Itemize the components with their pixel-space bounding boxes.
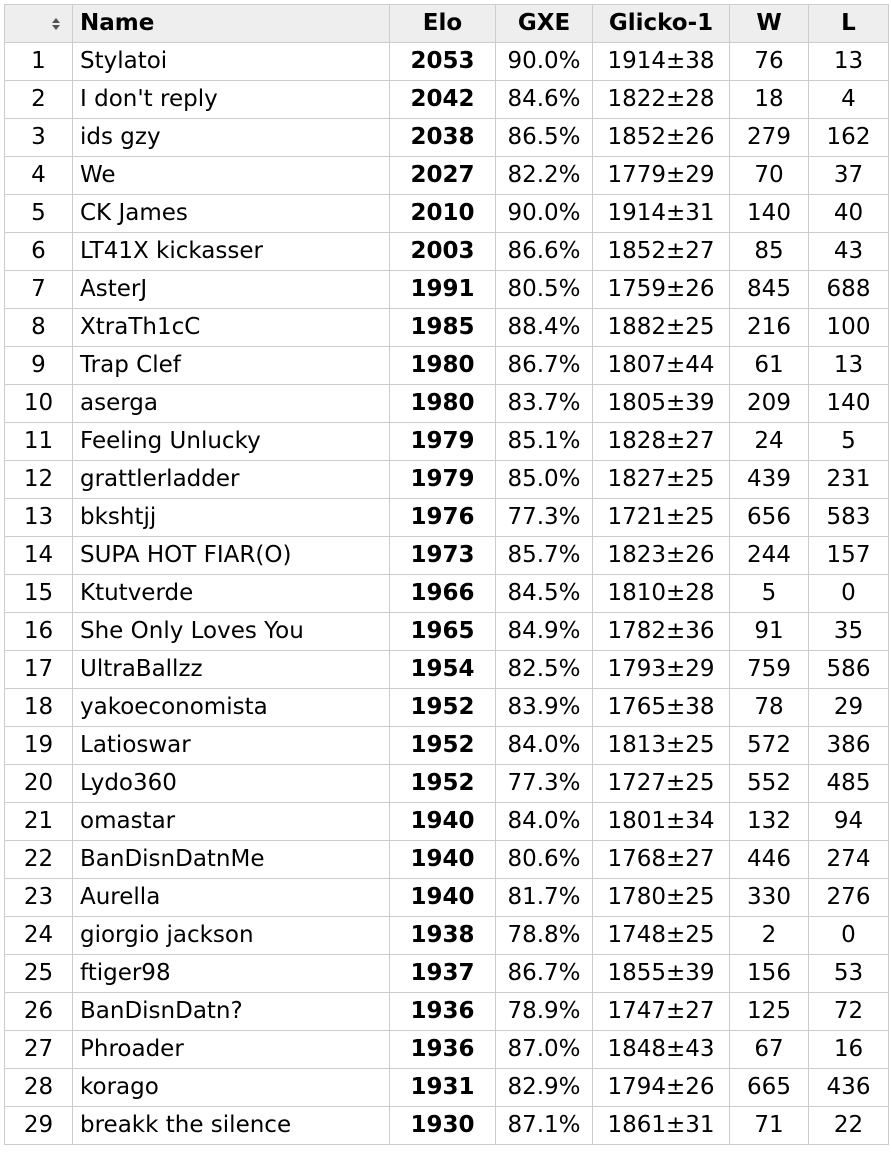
- player-name-cell[interactable]: [73, 157, 390, 195]
- glicko-cell: 1768±27: [593, 841, 730, 879]
- losses-cell: 583: [809, 499, 889, 537]
- glicko-cell: 1827±25: [593, 461, 730, 499]
- wins-cell: 125: [730, 993, 809, 1031]
- glicko-cell: 1807±44: [593, 347, 730, 385]
- player-link[interactable]: Latioswar: [80, 732, 191, 758]
- glicko-cell: 1852±27: [593, 233, 730, 271]
- table-row: [5, 43, 889, 81]
- player-name-cell[interactable]: [73, 499, 390, 537]
- glicko-cell: 1748±25: [593, 917, 730, 955]
- rank-cell: 16: [5, 613, 73, 651]
- table-row: [5, 651, 889, 689]
- glicko-cell: 1810±28: [593, 575, 730, 613]
- header-l[interactable]: L: [809, 5, 889, 43]
- glicko-cell: 1759±26: [593, 271, 730, 309]
- rank-cell: 15: [5, 575, 73, 613]
- player-link[interactable]: Trap Clef: [80, 352, 181, 378]
- player-link[interactable]: SUPA HOT FIAR(O): [80, 542, 292, 568]
- gxe-cell: 77.3%: [496, 499, 593, 537]
- glicko-cell: 1782±36: [593, 613, 730, 651]
- glicko-cell: 1852±26: [593, 119, 730, 157]
- gxe-cell: 85.7%: [496, 537, 593, 575]
- rank-cell: 23: [5, 879, 73, 917]
- wins-cell: 279: [730, 119, 809, 157]
- gxe-cell: 84.5%: [496, 575, 593, 613]
- wins-cell: 76: [730, 43, 809, 81]
- table-row: [5, 1107, 889, 1145]
- table-row: [5, 461, 889, 499]
- losses-cell: 586: [809, 651, 889, 689]
- player-name-cell[interactable]: [73, 81, 390, 119]
- rank-cell: 7: [5, 271, 73, 309]
- table-row: [5, 385, 889, 423]
- gxe-cell: 84.0%: [496, 727, 593, 765]
- glicko-cell: 1794±26: [593, 1069, 730, 1107]
- elo-cell: 2003: [390, 233, 496, 271]
- elo-cell: 1952: [390, 765, 496, 803]
- header-row: [5, 5, 889, 43]
- player-name-cell[interactable]: [73, 689, 390, 727]
- elo-cell: 1954: [390, 651, 496, 689]
- rank-cell: 2: [5, 81, 73, 119]
- rank-cell: 17: [5, 651, 73, 689]
- glicko-cell: 1828±27: [593, 423, 730, 461]
- elo-cell: 2042: [390, 81, 496, 119]
- header-gxe[interactable]: GXE: [496, 5, 593, 43]
- gxe-cell: 86.5%: [496, 119, 593, 157]
- elo-cell: 1980: [390, 347, 496, 385]
- rank-cell: 22: [5, 841, 73, 879]
- losses-cell: 485: [809, 765, 889, 803]
- elo-cell: 1966: [390, 575, 496, 613]
- gxe-cell: 90.0%: [496, 43, 593, 81]
- losses-cell: 157: [809, 537, 889, 575]
- header-rank[interactable]: [5, 5, 73, 43]
- player-name-cell[interactable]: [73, 765, 390, 803]
- player-link[interactable]: yakoeconomista: [80, 694, 268, 720]
- table-row: [5, 347, 889, 385]
- rank-cell: 5: [5, 195, 73, 233]
- player-link[interactable]: breakk the silence: [80, 1112, 292, 1138]
- wins-cell: 132: [730, 803, 809, 841]
- player-name-cell[interactable]: [73, 195, 390, 233]
- glicko-cell: 1793±29: [593, 651, 730, 689]
- table-row: [5, 1031, 889, 1069]
- player-name-cell[interactable]: [73, 347, 390, 385]
- table-row: [5, 499, 889, 537]
- player-name-cell[interactable]: [73, 613, 390, 651]
- player-link[interactable]: CK James: [80, 200, 188, 226]
- gxe-cell: 81.7%: [496, 879, 593, 917]
- player-name-cell[interactable]: [73, 651, 390, 689]
- player-name-cell[interactable]: [73, 1107, 390, 1145]
- gxe-cell: 80.6%: [496, 841, 593, 879]
- table-row: [5, 157, 889, 195]
- player-name-cell[interactable]: [73, 803, 390, 841]
- glicko-cell: 1801±34: [593, 803, 730, 841]
- rank-cell: 3: [5, 119, 73, 157]
- elo-cell: 1936: [390, 993, 496, 1031]
- glicko-cell: 1914±31: [593, 195, 730, 233]
- player-link[interactable]: grattlerladder: [80, 466, 240, 492]
- header-name[interactable]: Name: [73, 5, 390, 43]
- player-link[interactable]: Ktutverde: [80, 580, 194, 606]
- glicko-cell: 1855±39: [593, 955, 730, 993]
- rank-cell: 1: [5, 43, 73, 81]
- wins-cell: 439: [730, 461, 809, 499]
- wins-cell: 244: [730, 537, 809, 575]
- wins-cell: 24: [730, 423, 809, 461]
- rank-cell: 12: [5, 461, 73, 499]
- wins-cell: 665: [730, 1069, 809, 1107]
- player-name-cell[interactable]: [73, 841, 390, 879]
- player-link[interactable]: AsterJ: [80, 276, 148, 302]
- player-name-cell[interactable]: [73, 1031, 390, 1069]
- glicko-cell: 1822±28: [593, 81, 730, 119]
- losses-cell: 72: [809, 993, 889, 1031]
- rank-cell: 9: [5, 347, 73, 385]
- elo-cell: 1940: [390, 841, 496, 879]
- player-link[interactable]: omastar: [80, 808, 176, 834]
- losses-cell: 5: [809, 423, 889, 461]
- elo-cell: 1980: [390, 385, 496, 423]
- wins-cell: 85: [730, 233, 809, 271]
- gxe-cell: 83.7%: [496, 385, 593, 423]
- glicko-cell: 1848±43: [593, 1031, 730, 1069]
- gxe-cell: 86.7%: [496, 347, 593, 385]
- player-link[interactable]: Aurella: [80, 884, 161, 910]
- gxe-cell: 85.0%: [496, 461, 593, 499]
- wins-cell: 572: [730, 727, 809, 765]
- gxe-cell: 84.9%: [496, 613, 593, 651]
- elo-cell: 2010: [390, 195, 496, 233]
- player-name-cell[interactable]: [73, 1069, 390, 1107]
- player-link[interactable]: Phroader: [80, 1036, 184, 1062]
- losses-cell: 94: [809, 803, 889, 841]
- elo-cell: 1930: [390, 1107, 496, 1145]
- rank-cell: 13: [5, 499, 73, 537]
- losses-cell: 53: [809, 955, 889, 993]
- gxe-cell: 88.4%: [496, 309, 593, 347]
- table-row: [5, 537, 889, 575]
- table-row: [5, 309, 889, 347]
- rank-cell: 18: [5, 689, 73, 727]
- rank-cell: 20: [5, 765, 73, 803]
- losses-cell: 274: [809, 841, 889, 879]
- glicko-cell: 1823±26: [593, 537, 730, 575]
- elo-cell: 1936: [390, 1031, 496, 1069]
- player-name-cell[interactable]: [73, 119, 390, 157]
- player-name-cell[interactable]: [73, 879, 390, 917]
- losses-cell: 29: [809, 689, 889, 727]
- table-row: [5, 271, 889, 309]
- glicko-cell: 1813±25: [593, 727, 730, 765]
- rank-cell: 10: [5, 385, 73, 423]
- wins-cell: 71: [730, 1107, 809, 1145]
- player-link[interactable]: We: [80, 162, 116, 188]
- elo-cell: 1937: [390, 955, 496, 993]
- glicko-cell: 1779±29: [593, 157, 730, 195]
- rank-cell: 24: [5, 917, 73, 955]
- player-link[interactable]: LT41X kickasser: [80, 238, 263, 264]
- glicko-cell: 1727±25: [593, 765, 730, 803]
- elo-cell: 1976: [390, 499, 496, 537]
- glicko-cell: 1765±38: [593, 689, 730, 727]
- table-row: [5, 765, 889, 803]
- gxe-cell: 82.2%: [496, 157, 593, 195]
- gxe-cell: 90.0%: [496, 195, 593, 233]
- gxe-cell: 87.1%: [496, 1107, 593, 1145]
- rank-cell: 21: [5, 803, 73, 841]
- losses-cell: 162: [809, 119, 889, 157]
- header-w[interactable]: W: [730, 5, 809, 43]
- losses-cell: 386: [809, 727, 889, 765]
- losses-cell: 0: [809, 575, 889, 613]
- glicko-cell: 1914±38: [593, 43, 730, 81]
- player-name-cell[interactable]: [73, 461, 390, 499]
- wins-cell: 552: [730, 765, 809, 803]
- player-link[interactable]: I don't reply: [80, 86, 218, 112]
- table-row: [5, 423, 889, 461]
- gxe-cell: 86.7%: [496, 955, 593, 993]
- rank-cell: 27: [5, 1031, 73, 1069]
- gxe-cell: 84.0%: [496, 803, 593, 841]
- wins-cell: 78: [730, 689, 809, 727]
- wins-cell: 845: [730, 271, 809, 309]
- losses-cell: 100: [809, 309, 889, 347]
- losses-cell: 276: [809, 879, 889, 917]
- player-name-cell[interactable]: [73, 423, 390, 461]
- wins-cell: 67: [730, 1031, 809, 1069]
- gxe-cell: 78.8%: [496, 917, 593, 955]
- rank-cell: 11: [5, 423, 73, 461]
- table-row: [5, 119, 889, 157]
- elo-cell: 2038: [390, 119, 496, 157]
- wins-cell: 330: [730, 879, 809, 917]
- player-link[interactable]: ids gzy: [80, 124, 161, 150]
- losses-cell: 22: [809, 1107, 889, 1145]
- losses-cell: 16: [809, 1031, 889, 1069]
- player-name-cell[interactable]: [73, 727, 390, 765]
- wins-cell: 209: [730, 385, 809, 423]
- glicko-cell: 1747±27: [593, 993, 730, 1031]
- player-name-cell[interactable]: [73, 309, 390, 347]
- losses-cell: 13: [809, 347, 889, 385]
- gxe-cell: 86.6%: [496, 233, 593, 271]
- losses-cell: 4: [809, 81, 889, 119]
- player-name-cell[interactable]: [73, 271, 390, 309]
- gxe-cell: 87.0%: [496, 1031, 593, 1069]
- player-link[interactable]: BanDisnDatnMe: [80, 846, 265, 872]
- gxe-cell: 80.5%: [496, 271, 593, 309]
- glicko-cell: 1861±31: [593, 1107, 730, 1145]
- table-row: [5, 917, 889, 955]
- player-name-cell[interactable]: [73, 955, 390, 993]
- losses-cell: 140: [809, 385, 889, 423]
- wins-cell: 70: [730, 157, 809, 195]
- player-link[interactable]: aserga: [80, 390, 158, 416]
- glicko-cell: 1780±25: [593, 879, 730, 917]
- rank-cell: 26: [5, 993, 73, 1031]
- table-row: [5, 879, 889, 917]
- elo-cell: 2027: [390, 157, 496, 195]
- player-link[interactable]: BanDisnDatn?: [80, 998, 243, 1024]
- table-row: [5, 803, 889, 841]
- elo-cell: 1931: [390, 1069, 496, 1107]
- elo-cell: 1940: [390, 803, 496, 841]
- wins-cell: 156: [730, 955, 809, 993]
- player-link[interactable]: UltraBallzz: [80, 656, 203, 682]
- losses-cell: 37: [809, 157, 889, 195]
- table-row: [5, 955, 889, 993]
- losses-cell: 43: [809, 233, 889, 271]
- elo-cell: 2053: [390, 43, 496, 81]
- wins-cell: 759: [730, 651, 809, 689]
- rank-cell: 28: [5, 1069, 73, 1107]
- elo-cell: 1979: [390, 461, 496, 499]
- table-row: [5, 727, 889, 765]
- losses-cell: 35: [809, 613, 889, 651]
- wins-cell: 2: [730, 917, 809, 955]
- elo-cell: 1940: [390, 879, 496, 917]
- losses-cell: 0: [809, 917, 889, 955]
- player-name-cell[interactable]: [73, 537, 390, 575]
- rank-cell: 25: [5, 955, 73, 993]
- player-link[interactable]: Stylatoi: [80, 48, 168, 74]
- wins-cell: 5: [730, 575, 809, 613]
- player-name-cell[interactable]: [73, 917, 390, 955]
- rank-cell: 19: [5, 727, 73, 765]
- elo-cell: 1965: [390, 613, 496, 651]
- elo-cell: 1952: [390, 727, 496, 765]
- player-name-cell[interactable]: [73, 233, 390, 271]
- player-link[interactable]: ftiger98: [80, 960, 171, 986]
- table-row: [5, 81, 889, 119]
- player-link[interactable]: bkshtjj: [80, 504, 157, 530]
- gxe-cell: 78.9%: [496, 993, 593, 1031]
- table-row: [5, 575, 889, 613]
- player-link[interactable]: Lydo360: [80, 770, 177, 796]
- ladder-body: [5, 43, 889, 1145]
- wins-cell: 446: [730, 841, 809, 879]
- losses-cell: 436: [809, 1069, 889, 1107]
- elo-cell: 1952: [390, 689, 496, 727]
- glicko-cell: 1721±25: [593, 499, 730, 537]
- wins-cell: 91: [730, 613, 809, 651]
- header-elo[interactable]: Elo: [390, 5, 496, 43]
- header-glicko[interactable]: Glicko-1: [593, 5, 730, 43]
- glicko-cell: 1805±39: [593, 385, 730, 423]
- player-link[interactable]: korago: [80, 1074, 159, 1100]
- player-name-cell[interactable]: [73, 43, 390, 81]
- player-name-cell[interactable]: [73, 993, 390, 1031]
- gxe-cell: 82.5%: [496, 651, 593, 689]
- table-row: [5, 1069, 889, 1107]
- player-link[interactable]: She Only Loves You: [80, 618, 304, 644]
- elo-cell: 1979: [390, 423, 496, 461]
- rank-cell: 6: [5, 233, 73, 271]
- table-row: [5, 993, 889, 1031]
- rank-cell: 4: [5, 157, 73, 195]
- gxe-cell: 82.9%: [496, 1069, 593, 1107]
- table-row: [5, 195, 889, 233]
- losses-cell: 231: [809, 461, 889, 499]
- gxe-cell: 84.6%: [496, 81, 593, 119]
- elo-cell: 1991: [390, 271, 496, 309]
- gxe-cell: 83.9%: [496, 689, 593, 727]
- gxe-cell: 77.3%: [496, 765, 593, 803]
- rank-cell: 8: [5, 309, 73, 347]
- ladder-table: [4, 4, 889, 1145]
- wins-cell: 140: [730, 195, 809, 233]
- elo-cell: 1938: [390, 917, 496, 955]
- sort-updown-icon[interactable]: [50, 16, 62, 32]
- glicko-cell: 1882±25: [593, 309, 730, 347]
- gxe-cell: 85.1%: [496, 423, 593, 461]
- wins-cell: 656: [730, 499, 809, 537]
- wins-cell: 216: [730, 309, 809, 347]
- player-link[interactable]: Feeling Unlucky: [80, 428, 261, 454]
- table-row: [5, 841, 889, 879]
- player-link[interactable]: giorgio jackson: [80, 922, 254, 948]
- losses-cell: 40: [809, 195, 889, 233]
- player-name-cell[interactable]: [73, 385, 390, 423]
- table-row: [5, 613, 889, 651]
- player-link[interactable]: XtraTh1cC: [80, 314, 201, 340]
- wins-cell: 18: [730, 81, 809, 119]
- player-name-cell[interactable]: [73, 575, 390, 613]
- elo-cell: 1973: [390, 537, 496, 575]
- wins-cell: 61: [730, 347, 809, 385]
- table-row: [5, 689, 889, 727]
- rank-cell: 29: [5, 1107, 73, 1145]
- losses-cell: 13: [809, 43, 889, 81]
- losses-cell: 688: [809, 271, 889, 309]
- rank-cell: 14: [5, 537, 73, 575]
- elo-cell: 1985: [390, 309, 496, 347]
- table-row: [5, 233, 889, 271]
